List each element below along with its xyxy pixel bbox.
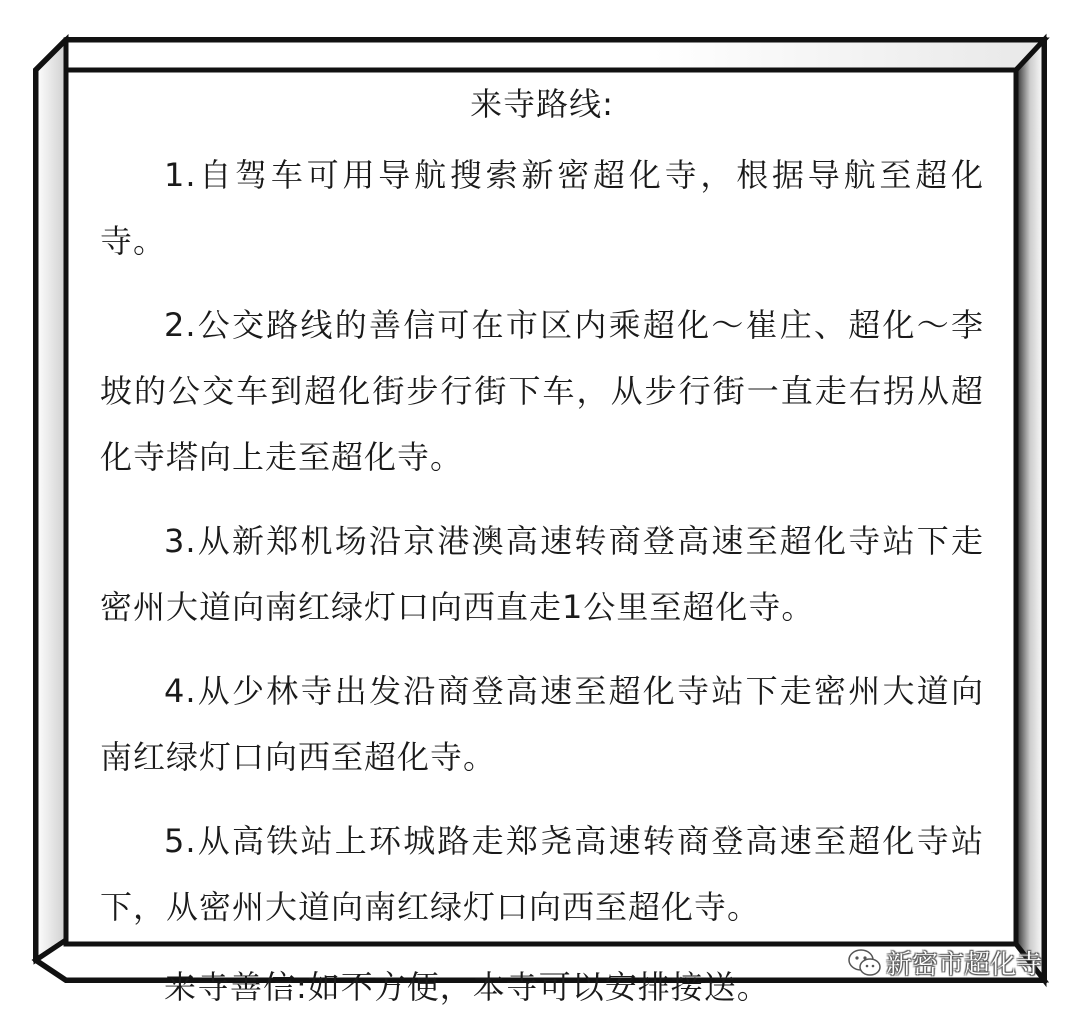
pickup-note: 来寺善信:如不方便，本寺可以安排接送。 [164,968,770,1006]
watermark-text: 新密市超化寺 [886,950,1043,980]
frame-top-band [66,40,1044,70]
notice-title: 来寺路线: [470,85,614,123]
watermark [848,944,1042,981]
wechat-icon [848,948,882,978]
route-paragraph-3: 3.从新郑机场沿京港澳高速转商登高速至超化寺站下走密州大道向南红绿灯口向西直走1公里至超化寺。 [100,522,984,626]
route-paragraph-1: 1.自驾车可用导航搜索新密超化寺，根据导航至超化寺。 [100,156,984,260]
frame-right-band [1016,40,1044,980]
route-paragraph-5: 5.从高铁站上环城路走郑尧高速转商登高速至超化寺站下，从密州大道向南红绿灯口向西至超化寺。 [100,822,984,926]
frame-left-bevel [36,40,66,960]
route-paragraph-4: 4.从少林寺出发沿商登高速至超化寺站下走密州大道向南红绿灯口向西至超化寺。 [100,672,984,776]
route-paragraph-2: 2.公交路线的善信可在市区内乘超化～崔庄、超化～李坡的公交车到超化街步行街下车，从步行街一直走右拐从超化寺塔向上走至超化寺。 [100,306,984,476]
